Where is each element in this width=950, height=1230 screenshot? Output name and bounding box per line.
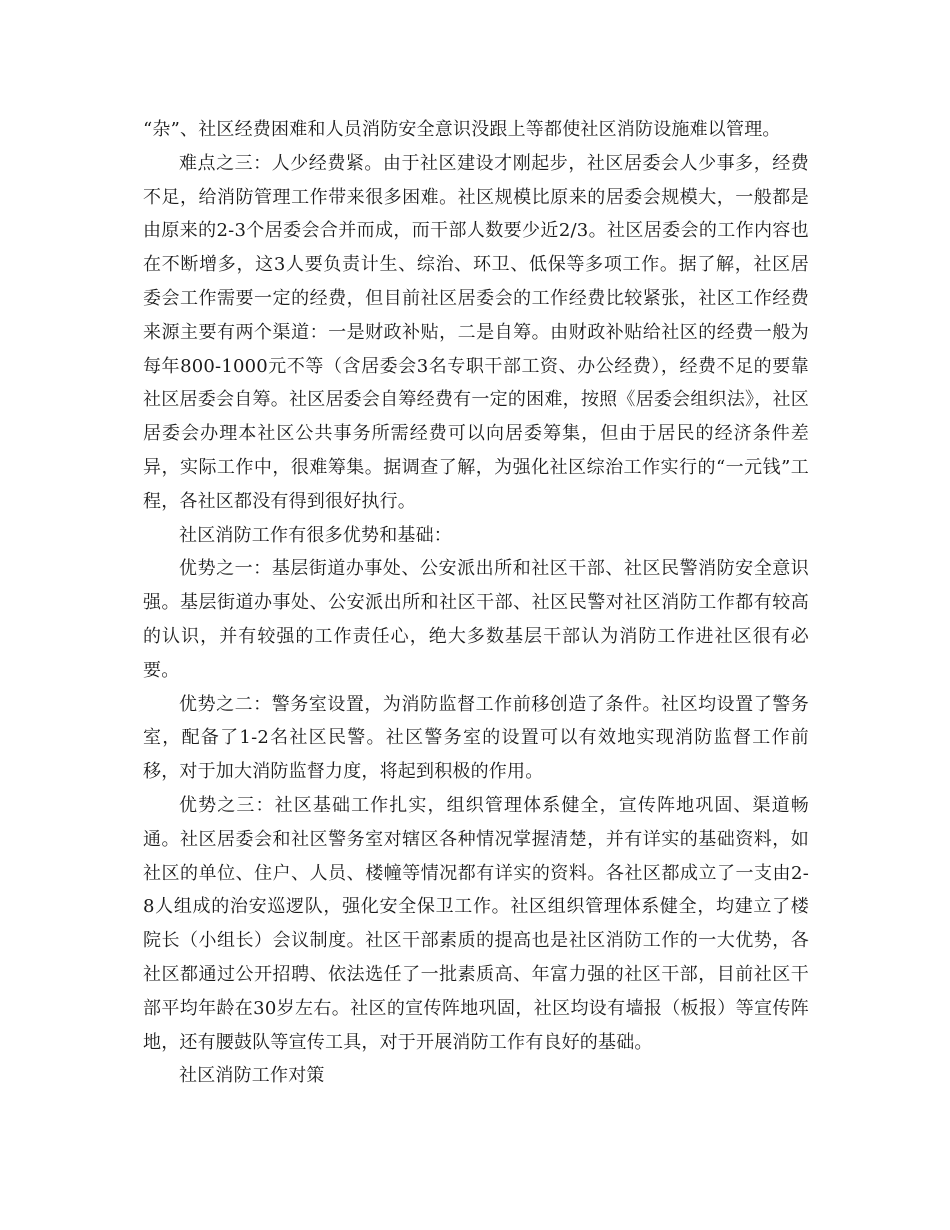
paragraph-continuation: “杂”、社区经费困难和人员消防安全意识没跟上等都使社区消防设施难以管理。 <box>143 119 781 140</box>
section-heading-countermeasures: 社区消防工作对策 <box>179 1065 325 1087</box>
document-body <box>143 113 809 1093</box>
paragraph-difficulty-three: 难点之三：人少经费紧。由于社区建设才刚起步，社区居委会人少事多，经费不足，给消防管理工作带来很多困难。社区规模比原来的居委会规模大，一般都是由原来的2-3个居委会合并而成，而干部人数要少近2/3。社区居委会的工作内容也在不断增多，这3人要负责计生、综治、环卫、低保等多项工作。据了解，社区居委会工作需要一定的经费，但目前社区居委会的工作经费比较紧张，社区工作经费来源主要有两个渠道：一是财政补贴，二是自筹。由财政补贴给社区的经费一般为每年800-1000元不等（含居委会3名专职干部工资、办公经费），经费不足的要靠社区居委会自筹。社区居委会自筹经费有一定的困难，按照《居委会组织法》，社区居委会办理本社区公共事务所需经费可以向居委筹集，但由于居民的经济条件差异，实际工作中，很难筹集。据调查了解，为强化社区综治工作实行的“一元钱”工程，各社区都没有得到很好执行。 <box>143 152 809 512</box>
paragraph-advantage-one: 优势之一：基层街道办事处、公安派出所和社区干部、社区民警消防安全意识强。基层街道办事处、公安派出所和社区干部、社区民警对社区消防工作都有较高的认识，并有较强的工作责任心，绝大多数基层干部认为消防工作进社区很有必要。 <box>143 558 809 681</box>
paragraph-advantage-two: 优势之二：警务室设置，为消防监督工作前移创造了条件。社区均设置了警务室，配备了1-2名社区民警。社区警务室的设置可以有效地实现消防监督工作前移，对于加大消防监督力度，将起到积极的作用。 <box>143 693 809 783</box>
paragraph-advantages-intro: 社区消防工作有很多优势和基础： <box>179 524 452 546</box>
paragraph-advantage-three: 优势之三：社区基础工作扎实，组织管理体系健全，宣传阵地巩固、渠道畅通。社区居委会和社区警务室对辖区各种情况掌握清楚，并有详实的基础资料，如社区的单位、住户、人员、楼幢等情况都有详实的资料。各社区都成立了一支由2-8人组成的治安巡逻队，强化安全保卫工作。社区组织管理体系健全，均建立了楼院长（小组长）会议制度。社区干部素质的提高也是社区消防工作的一大优势，各社区都通过公开招聘、依法选任了一批素质高、年富力强的社区干部，目前社区干部平均年龄在30岁左右。社区的宣传阵地巩固，社区均设有墙报（板报）等宣传阵地，还有腰鼓队等宣传工具，对于开展消防工作有良好的基础。 <box>143 794 809 1053</box>
